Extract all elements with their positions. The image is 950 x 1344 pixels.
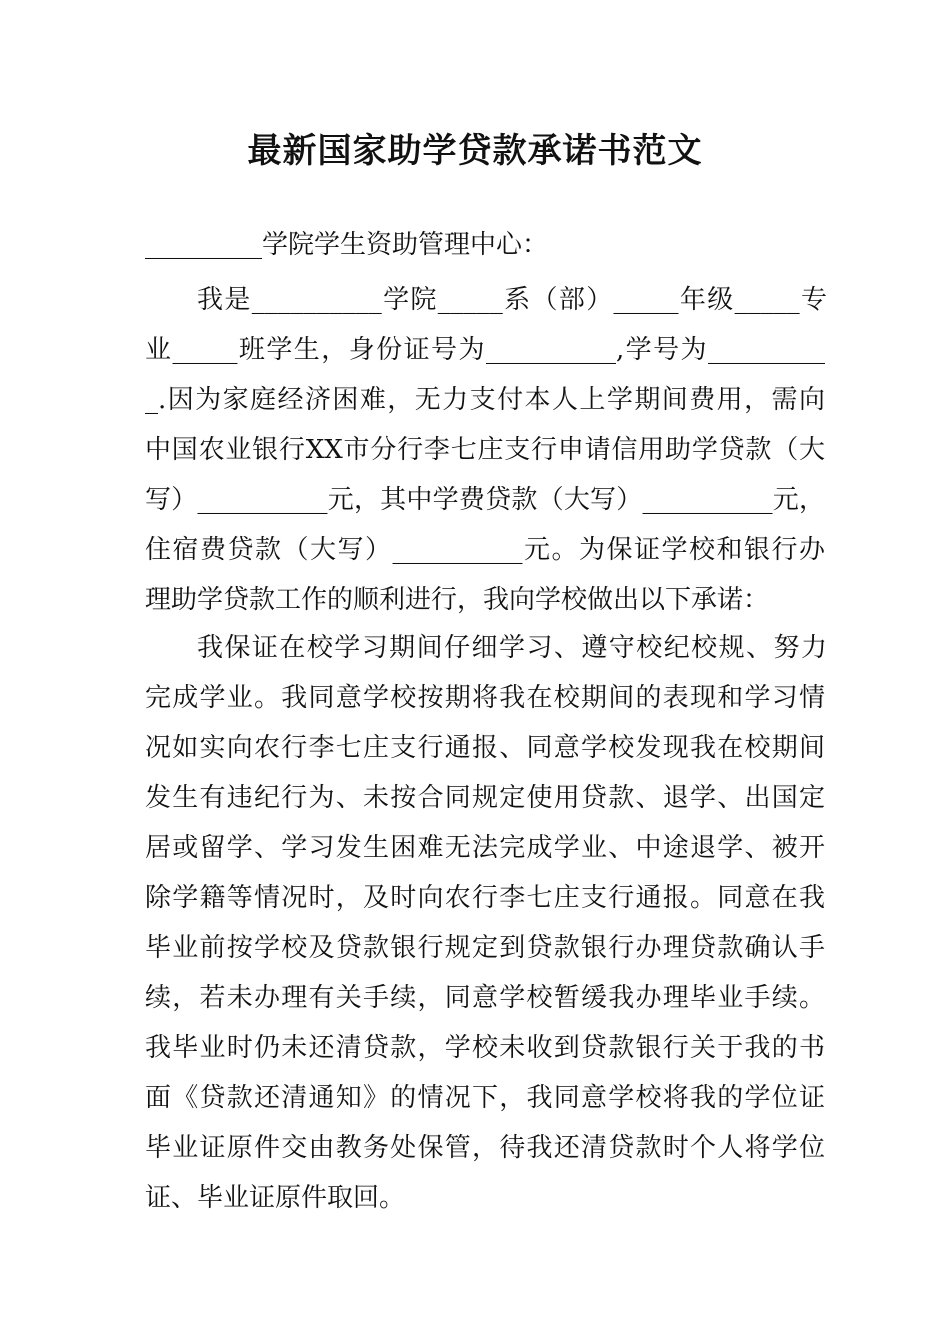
paragraph-line: 理助学贷款工作的顺利进行，我向学校做出以下承诺： xyxy=(145,585,770,615)
paragraph-line: 中国农业银行XX市分行李七庄支行申请信用助学贷款（大 xyxy=(145,435,825,465)
paragraph-line: 除学籍等情况时，及时向农行李七庄支行通报。同意在我 xyxy=(145,883,825,913)
document-title: 最新国家助学贷款承诺书范文 xyxy=(247,131,703,171)
paragraph-line: 毕业证原件交由教务处保管，待我还清贷款时个人将学位 xyxy=(145,1133,825,1163)
paragraph-line: 完成学业。我同意学校按期将我在校期间的表现和学习情 xyxy=(145,683,825,713)
paragraph-line: 证、毕业证原件取回。 xyxy=(145,1183,406,1213)
salutation-line: _________学院学生资助管理中心： xyxy=(145,230,549,260)
paragraph-line: 我毕业时仍未还清贷款，学校未收到贷款银行关于我的书 xyxy=(145,1033,825,1063)
paragraph-line: 住宿费贷款（大写）__________元。为保证学校和银行办 xyxy=(145,535,825,565)
paragraph-line: 我保证在校学习期间仔细学习、遵守校纪校规、努力 xyxy=(197,633,827,663)
paragraph-line: 发生有违纪行为、未按合同规定使用贷款、退学、出国定 xyxy=(145,783,825,813)
paragraph-line: _.因为家庭经济困难，无力支付本人上学期间费用，需向 xyxy=(145,385,825,415)
paragraph-line: 续，若未办理有关手续，同意学校暂缓我办理毕业手续。 xyxy=(145,983,825,1013)
paragraph-line: 况如实向农行李七庄支行通报、同意学校发现我在校期间 xyxy=(145,733,825,763)
paragraph-line: 写）__________元，其中学费贷款（大写）__________元， xyxy=(145,485,825,515)
paragraph-line: 居或留学、学习发生困难无法完成学业、中途退学、被开 xyxy=(145,833,825,863)
paragraph-line: 毕业前按学校及贷款银行规定到贷款银行办理贷款确认手 xyxy=(145,933,825,963)
paragraph-line: 面《贷款还清通知》的情况下，我同意学校将我的学位证 xyxy=(145,1083,825,1113)
paragraph-line: 业_____班学生，身份证号为__________,学号为_________ xyxy=(145,335,825,365)
paragraph-line: 我是__________学院_____系（部）_____年级_____专 xyxy=(197,285,827,315)
